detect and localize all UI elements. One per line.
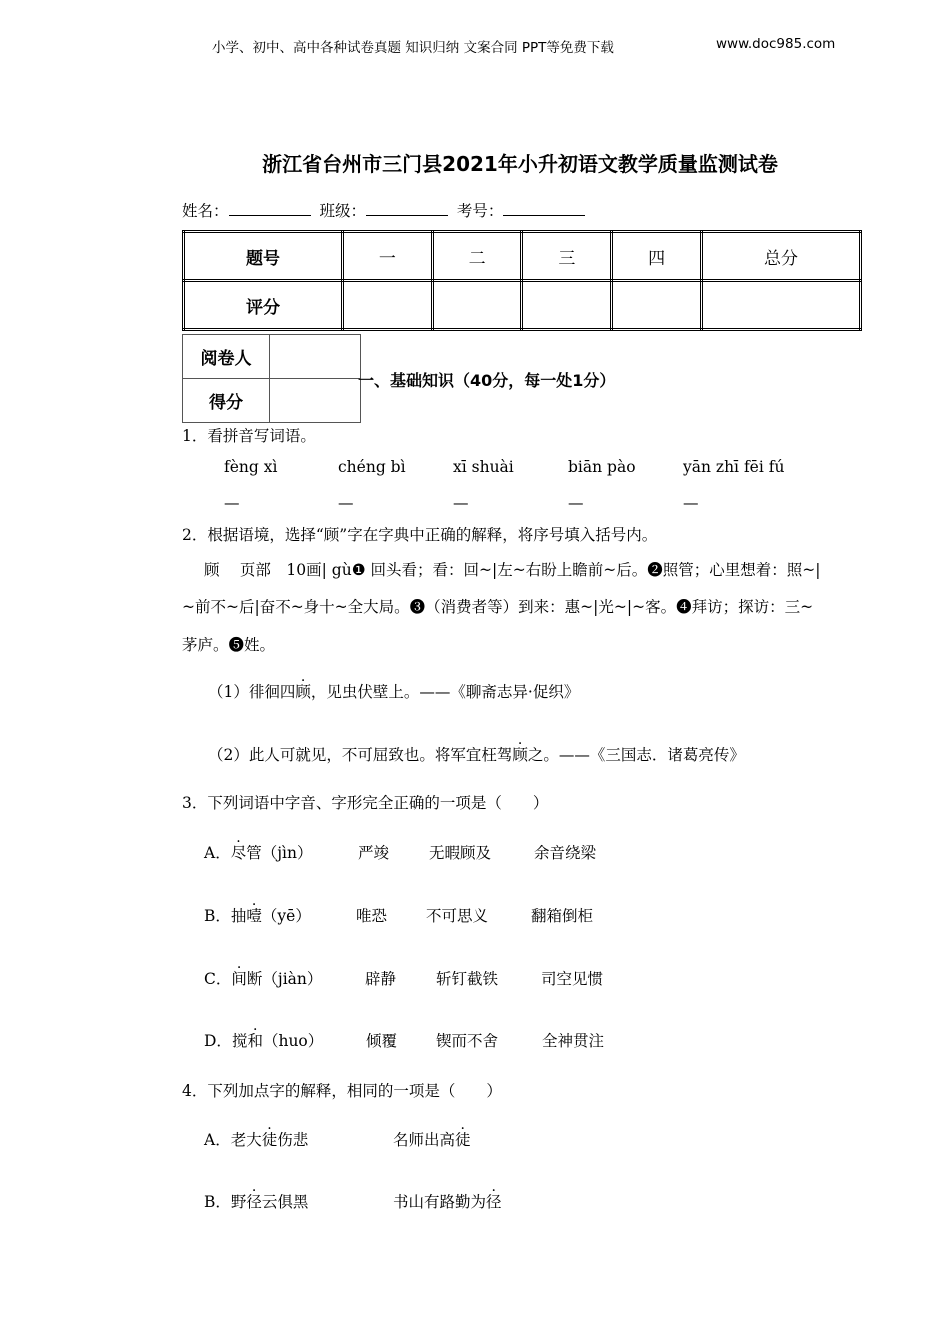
option-d <box>204 1029 323 1051</box>
score-table <box>182 230 862 331</box>
dictionary-line: ~前不~后|奋不~身十~全大局。❸（消费者等）到来：惠~|光~|~客。❹拜访；探访：三~ <box>182 598 814 616</box>
option-c <box>204 967 322 989</box>
class-label: 班级： <box>319 202 366 220</box>
answer-blank: — <box>568 494 584 512</box>
reviewer-cell <box>270 335 361 379</box>
answer-blank: — <box>453 494 469 512</box>
table-row <box>184 232 861 281</box>
option-word: 不可思义 <box>426 907 489 925</box>
table-cell <box>701 281 860 330</box>
pinyin-4: biān pào <box>568 458 636 476</box>
table-cell <box>432 281 522 330</box>
score-cell <box>270 379 361 423</box>
option-text: 老大 <box>230 1131 262 1149</box>
option-label: A． <box>204 844 231 862</box>
option-word: 斩钉截铁 <box>436 970 499 988</box>
table-cell: 二 <box>432 232 522 281</box>
option-label: B． <box>204 907 231 925</box>
answer-blank: — <box>683 494 699 512</box>
option-label: D． <box>204 1032 232 1050</box>
emphasis-char: 顾 <box>295 683 311 701</box>
option-label: B． <box>204 1193 231 1211</box>
question-4: 4．下列加点字的解释，相同的一项是（ ） <box>182 1082 502 1100</box>
table-row <box>183 379 361 423</box>
class-blank <box>366 203 448 216</box>
option-phrase <box>393 1190 502 1212</box>
emphasis-char: 间 <box>231 970 247 988</box>
option-word: 司空见惯 <box>541 970 604 988</box>
option-text: 抽 <box>230 907 247 925</box>
reviewer-label: 阅卷人 <box>183 335 270 379</box>
table-cell: 四 <box>612 232 702 281</box>
emphasis-char: 徒 <box>455 1131 471 1149</box>
option-a <box>204 841 312 863</box>
option-text: 搅 <box>231 1032 248 1050</box>
dictionary-line: 茅庐。❺姓。 <box>182 636 276 654</box>
header-banner: 小学、初中、高中各种试卷真题 知识归纳 文案合同 PPT等免费下载 <box>212 40 614 56</box>
option-b <box>204 904 311 926</box>
emphasis-char: 噎 <box>246 907 262 925</box>
answer-blank: — <box>224 494 240 512</box>
sentence-text: ，见虫伏壁上。——《聊斋志异·促织》 <box>310 683 580 701</box>
sentence-text: （2）此人可就见，不可屈致也。将军宜枉驾 <box>208 746 513 764</box>
option-text: （huo） <box>262 1032 324 1050</box>
sentence-text: 之。——《三国志．诸葛亮传》 <box>527 746 745 764</box>
section-heading: 一、基础知识（40分，每一处1分） <box>358 371 616 390</box>
option-text: 管（jìn） <box>246 844 313 862</box>
name-blank <box>229 203 311 216</box>
emphasis-char: 顾 <box>512 746 528 764</box>
pinyin-1: fèng xì <box>224 458 278 476</box>
option-word: 倾覆 <box>366 1032 398 1050</box>
table-cell: 题号 <box>184 232 343 281</box>
dictionary-line: 顾 页部 10画| gù❶ 回头看；看：回~|左~右盼上瞻前~后。❷照管；心里想着：照~| <box>204 561 821 579</box>
option-text: 书山有路勤为 <box>393 1193 487 1211</box>
table-cell: 总分 <box>701 232 860 281</box>
table-cell <box>612 281 702 330</box>
table-cell: 评分 <box>184 281 343 330</box>
table-cell: 三 <box>522 232 612 281</box>
emphasis-char: 徒 <box>261 1131 278 1149</box>
student-info <box>182 199 589 221</box>
option-word: 锲而不舍 <box>436 1032 499 1050</box>
page-title: 浙江省台州市三门县2021年小升初语文教学质量监测试卷 <box>262 152 778 176</box>
pinyin-5: yān zhī fēi fú <box>683 458 785 476</box>
option-word: 翻箱倒柜 <box>531 907 594 925</box>
question-1: 1．看拼音写词语。 <box>182 427 316 445</box>
option-word: 严竣 <box>358 844 390 862</box>
emphasis-char: 径 <box>246 1193 262 1211</box>
option-text: 断（jiàn） <box>246 970 323 988</box>
option-phrase <box>393 1128 471 1150</box>
option-label: C． <box>204 970 232 988</box>
option-word: 全神贯注 <box>542 1032 605 1050</box>
pinyin-3: xī shuài <box>453 458 514 476</box>
name-label: 姓名： <box>182 202 229 220</box>
question-2: 2．根据语境，选择“顾”字在字典中正确的解释，将序号填入括号内。 <box>182 526 658 544</box>
option-word: 无暇顾及 <box>429 844 492 862</box>
table-cell: 一 <box>343 232 433 281</box>
question-3: 3．下列词语中字音、字形完全正确的一项是（ ） <box>182 794 549 812</box>
emphasis-char: 尽 <box>230 844 247 862</box>
table-cell <box>343 281 433 330</box>
pinyin-2: chéng bì <box>338 458 406 476</box>
sentence-2 <box>208 743 745 765</box>
table-row <box>184 281 861 330</box>
number-blank <box>503 203 585 216</box>
sentence-text: （1）徘徊四 <box>208 683 296 701</box>
option-a <box>204 1128 308 1150</box>
option-b <box>204 1190 308 1212</box>
option-word: 辟静 <box>365 970 397 988</box>
option-text: 名师出高 <box>393 1131 456 1149</box>
answer-blank: — <box>338 494 354 512</box>
grader-table <box>182 334 361 423</box>
emphasis-char: 和 <box>247 1032 263 1050</box>
option-word: 唯恐 <box>356 907 388 925</box>
table-row <box>183 335 361 379</box>
emphasis-char: 径 <box>486 1193 502 1211</box>
option-text: 伤悲 <box>277 1131 309 1149</box>
option-word: 余音绕梁 <box>534 844 597 862</box>
option-text: 云俱黑 <box>261 1193 309 1211</box>
option-label: A． <box>204 1131 231 1149</box>
score-label: 得分 <box>183 379 270 423</box>
sentence-1 <box>208 680 579 702</box>
option-text: 野 <box>230 1193 247 1211</box>
header-site[interactable]: www.doc985.com <box>716 36 836 52</box>
table-cell <box>522 281 612 330</box>
option-text: （yē） <box>261 907 311 925</box>
number-label: 考号： <box>456 202 504 220</box>
